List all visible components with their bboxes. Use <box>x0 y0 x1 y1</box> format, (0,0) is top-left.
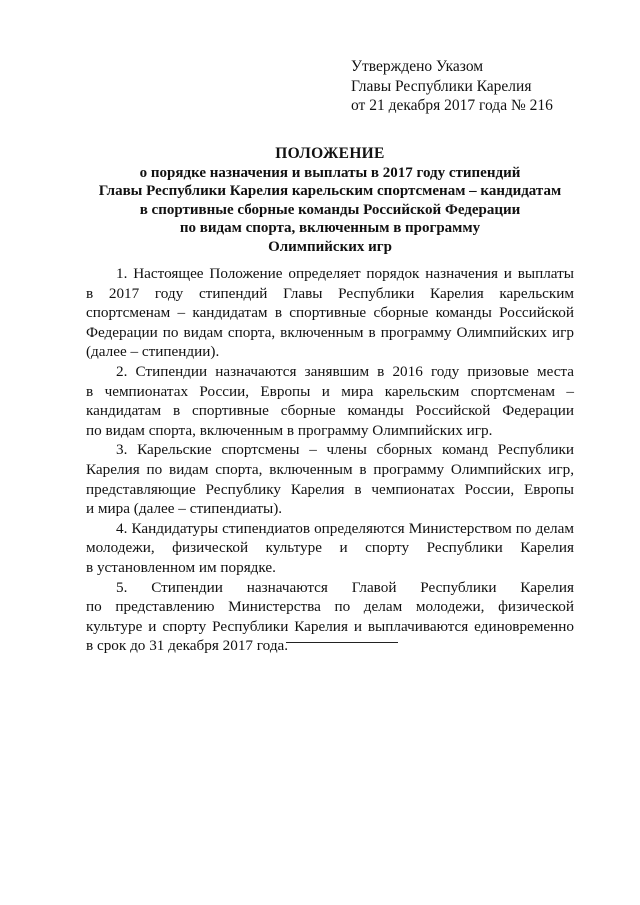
heading-line-3: в спортивные сборные команды Российской Федерации <box>139 201 521 218</box>
paragraph-line: культуре и спорту Республики Карелия и выплачиваются единовременно <box>86 617 574 635</box>
paragraph-line: в чемпионатах России, Европы и мира карельским спортсменам – <box>86 382 574 400</box>
paragraph-3 <box>86 440 574 518</box>
paragraph-line: в установленном им порядке. <box>86 558 276 576</box>
paragraph-line: Федерации по видам спорта, включенным в программу Олимпийских игр <box>86 323 574 341</box>
paragraph-line: 1. Настоящее Положение определяет порядок назначения и выплаты <box>116 265 574 282</box>
paragraph-line: 5. Стипендии назначаются Главой Республики Карелия <box>116 578 574 596</box>
paragraph-line: в срок до 31 декабря 2017 года. <box>86 637 289 655</box>
paragraph-line: 4. Кандидатуры стипендиатов определяются Министерством по делам <box>116 519 574 537</box>
paragraph-line: и мира (далее – стипендиаты). <box>86 500 283 518</box>
heading-line-1: о порядке назначения и выплаты в 2017 году стипендий <box>139 164 521 181</box>
paragraph-line: (далее – стипендии). <box>86 343 220 361</box>
paragraph-line: по видам спорта, включенным в программу Олимпийских игр. <box>86 421 493 439</box>
paragraph-5 <box>86 578 574 656</box>
heading-line-5: Олимпийских игр <box>268 238 392 255</box>
end-separator-line <box>286 642 398 643</box>
paragraph-line: спортсменам – кандидатам в спортивные сборные команды Российской <box>86 304 574 322</box>
paragraph-line: 3. Карельские спортсмены – члены сборных команд Республики <box>116 441 574 459</box>
approval-stamp <box>351 57 553 116</box>
heading-line-4: по видам спорта, включенным в программу <box>179 220 481 236</box>
document-title: ПОЛОЖЕНИЕ <box>275 145 385 162</box>
paragraph-line: 2. Стипендии назначаются занявшим в 2016 году призовые места <box>116 362 574 380</box>
paragraph-4 <box>86 519 574 578</box>
paragraph-line: по представлению Министерства по делам молодежи, физической <box>86 598 574 616</box>
paragraph-1 <box>86 264 574 362</box>
paragraph-line: молодежи, физической культуре и спорту Республики Карелия <box>86 539 574 557</box>
paragraph-line: представляющие Республику Карелия в чемпионатах России, Европы <box>86 480 574 498</box>
paragraph-line: кандидатам в спортивные сборные команды Российской Федерации <box>86 402 574 420</box>
document-heading <box>80 145 580 256</box>
heading-line-2: Главы Республики Карелия карельским спортсменам – кандидатам <box>98 183 562 199</box>
approval-line-1: Утверждено Указом <box>351 58 484 75</box>
approval-line-3: от 21 декабря 2017 года № 216 <box>351 97 553 114</box>
approval-line-2: Главы Республики Карелия <box>351 77 532 95</box>
paragraph-2 <box>86 362 574 440</box>
paragraph-line: Карелия по видам спорта, включенным в программу Олимпийских игр, <box>86 460 574 478</box>
document-body <box>86 264 574 656</box>
paragraph-line: в 2017 году стипендий Главы Республики Карелия карельским <box>86 284 574 302</box>
